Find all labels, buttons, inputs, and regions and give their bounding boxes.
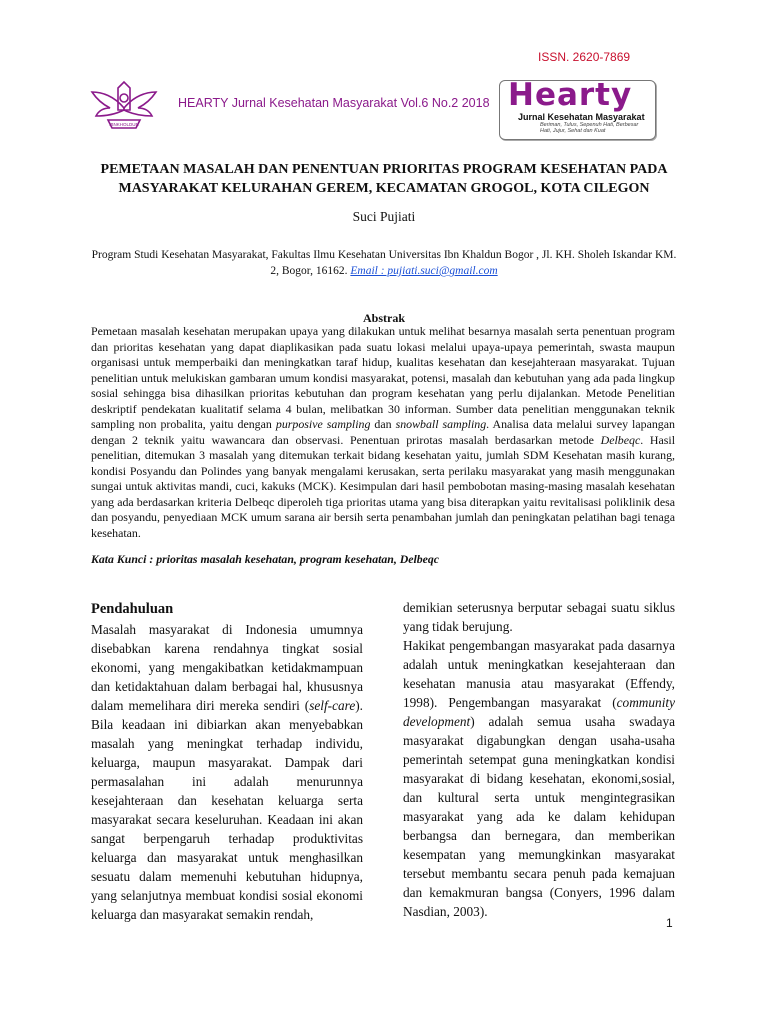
hearty-logo-word: Hearty xyxy=(508,80,633,113)
abstract-text-3: . Analisa data melalui survey lapangan dengan 2 teknik yaitu wawancara dan observasi. Penentuan prirotas masalah berdasarkan metode xyxy=(91,417,675,447)
hearty-logo-subtitle: Jurnal Kesehatan Masyarakat xyxy=(518,112,645,122)
abstract-heading: Abstrak xyxy=(362,311,405,325)
paper-title xyxy=(60,160,708,198)
abstract-term-delbeqc: Delbeqc xyxy=(600,432,641,447)
intro-paragraph-2 xyxy=(403,636,675,921)
intro-text-d: ) adalah semua usaha swadaya masyarakat digabungkan dengan usaha-usaha pemerintah setempat guna meningkatkan kondisi masyarakat di bidang kesehatan, ekonomi,sosial, dan kultural serta untuk mengintegrasikan masyarakat yang ada ke dalam kehidupan berbangsa dan bernegara, dan memberikan kesempatan yang memungkinkan masyarakat tersebut membantu secara penuh pada kemajuan dan kemakmuran bangsa (Conyers, 1996 dalam Nasdian, 2003). xyxy=(403,714,675,919)
intro-right-column xyxy=(403,598,675,921)
journal-citation: HEARTY Jurnal Kesehatan Masyarakat Vol.6 No.2 2018 xyxy=(178,96,490,110)
paper-title-line-1: PEMETAAN MASALAH DAN PENENTUAN PRIORITAS PROGRAM KESEHATAN PADA xyxy=(100,162,668,177)
abstract-term-snowball: snowball sampling xyxy=(395,417,487,431)
issn-number: ISSN. 2620-7869 xyxy=(538,50,631,64)
affiliation-text: Program Studi Kesehatan Masyarakat, Fakultas Ilmu Kesehatan Universitas Ibn Khaldun Bogor , Jl. KH. Sholeh Iskandar KM. 2, Bogor, 16162. xyxy=(91,249,677,277)
intro-paragraph-1-end: demikian seterusnya berputar sebagai suatu siklus yang tidak berujung. xyxy=(403,600,675,634)
logo-caption: IBNKHOLDUN xyxy=(109,122,139,127)
author-name: Suci Pujiati xyxy=(352,209,416,224)
paper-title-line-2: MASYARAKAT KELURAHAN GEREM, KECAMATAN GROGOL, KOTA CILEGON xyxy=(118,181,650,196)
abstract-body xyxy=(91,324,675,541)
hearty-logo-motto: Beriman, Tulus, Sepenuh Hati, Berbesar Hati, Jujur, Sehat dan Kuat xyxy=(540,122,639,134)
intro-term-community-development: community development xyxy=(403,695,675,729)
intro-heading: Pendahuluan xyxy=(91,601,174,617)
abstract-text-4: . Hasil penelitian, ditemukan 3 masalah yang ditemukan terkait bidang kesehatan yaitu, jumlah SDM Kesehatan masih kurang, kondisi Posyandu dan Polindes yang banyak mengalami kerusakan, serta perilaku masyarakat yang masih menggunakan sungai untuk aktivitas mandi, cuci, kakuks (MCK). Kesimpulan dari hasil pembobotan masing-masing masalah kesehatan yang ada berdasarkan kriteria Delbeqc diperoleh tiga prioritas utama yang bisa diterapkan yaitu revitalisasi poliklinik desa dan posyandu, penyediaan MCK umum sarana air bersih serta penambahan jumlah dan peningkatan pelatihan bagi tenaga kesehatan. xyxy=(91,432,675,540)
intro-paragraph-1 xyxy=(91,620,363,924)
page-number: 1 xyxy=(666,916,673,930)
intro-text-c: Hakikat pengembangan masyarakat pada dasarnya adalah untuk meningkatkan kesejahteraan dan kesehatan manusia atau masyarakat (Effendy, 1998). Pengembangan masyarakat ( xyxy=(403,638,675,710)
intro-text-a: Masalah masyarakat di Indonesia umumnya disebabkan karena rendahnya tingkat sosial ekonomi, yang mengakibatkan ketidakmampuan dan ketidaktahuan dalam berbagai hal, khususnya dalam memelihara diri mereka sendiri ( xyxy=(91,622,363,713)
author-affiliation xyxy=(88,247,680,279)
abstract-term-purposive: purposive sampling xyxy=(275,417,371,431)
university-logo xyxy=(88,78,160,134)
abstract-text-1: Pemetaan masalah kesehatan merupakan upaya yang dilakukan untuk melihat besarnya masalah serta penentuan program dan prioritas kesehatan yang dapat diaplikasikan pada suatu lokasi melalui upaya-upaya pemerintah, swasta maupun organisasi untuk memperbaiki dan meningkatkan taraf hidup, kualitas kesehatan dan kesejahteraan masyarakat. Tujuan penelitian untuk melukiskan gambaran umum kondisi masyarakat, potensi, masalah dan kebutuhan yang ada pada lingkup sosial sehingga bisa dihasilkan prioritas kebutuhan dan program kesehatan yang perlu dijalankan. Metode Penelitian deskriptif pendekatan kualitatif selama 4 bulan, melibatkan 30 informan. Sumber data penelitian menggunakan teknik sampling non probalita, yaitu dengan xyxy=(91,324,675,431)
intro-left-column xyxy=(91,598,363,924)
hearty-logo xyxy=(499,80,656,140)
abstract-text-2: dan xyxy=(370,417,396,431)
keywords: Kata Kunci : prioritas masalah kesehatan, program kesehatan, Delbeqc xyxy=(91,552,440,566)
intro-term-self-care: self-care xyxy=(309,698,356,713)
intro-text-b: ). Bila keadaan ini dibiarkan akan menyebabkan masalah yang meningkat terhadap individu, keluarga, maupun masyarakat. Dampak dari permasalahan ini adalah menurunnya kesejahteraan dan kesehatan keluarga serta masyarakat secara keseluruhan. Keadaan ini akan sangat berpengaruh terhadap produktivitas keluarga dan masyarakat untuk menghasilkan sesuatu dalam memenuhi kebutuhan hidupnya, yang selanjutnya membuat kondisi sosial ekonomi keluarga dan masyarakat semakin rendah, xyxy=(91,698,363,922)
email-link[interactable]: Email : pujiati.suci@gmail.com xyxy=(350,265,498,277)
